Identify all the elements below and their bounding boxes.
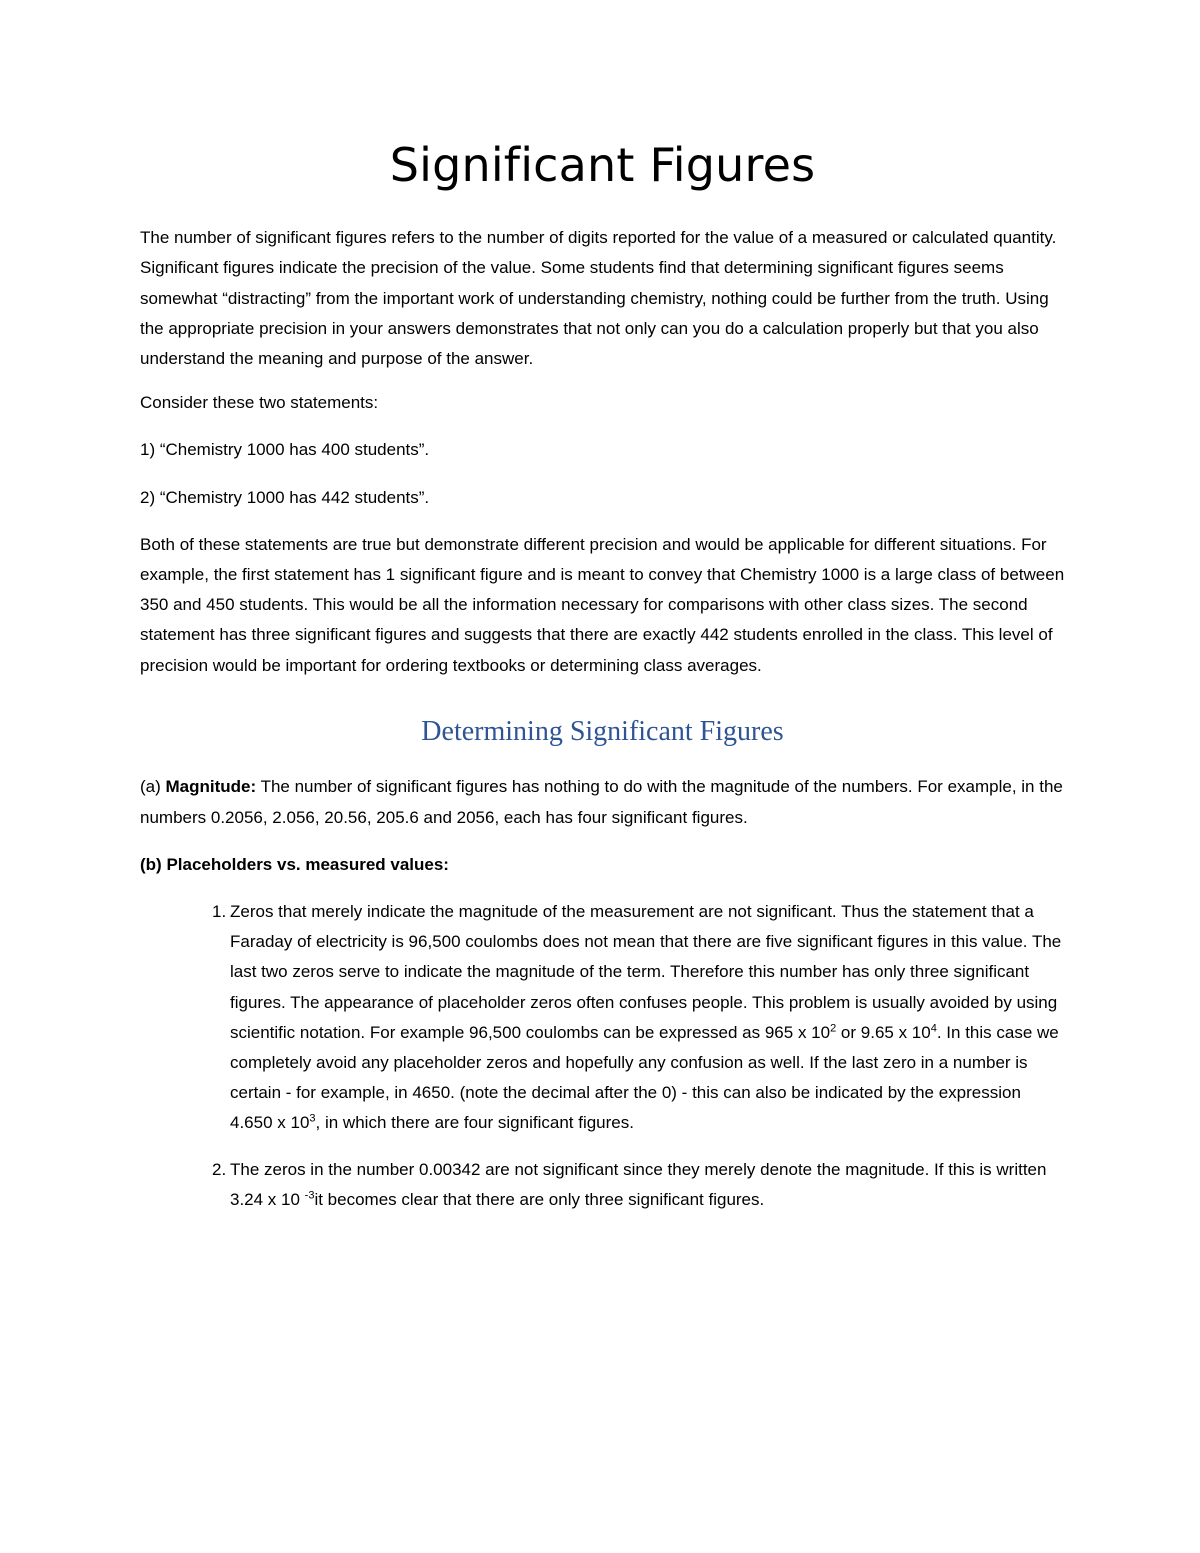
intro-paragraph: The number of significant figures refers to the number of digits reported for the value of a measured or calculated quantity. Significant figures indicate the precision of the value. Some students find that determining significant figures seems somewhat “distracting” from the important work of understanding chemistry, nothing could be further from the truth. Using the appropriate precision in your answers demonstrates that not only can you do a calculation properly but that you also understand the meaning and purpose of the answer. (140, 228, 1057, 368)
document-page (140, 138, 1065, 1231)
page-title: Significant Figures (389, 138, 816, 192)
item1-sup2: 4 (930, 1022, 937, 1035)
magnitude-label: (a) (140, 777, 166, 797)
magnitude-bold-label: Magnitude: (165, 777, 257, 797)
item2-text-part1: The zeros in the number 0.00342 are not significant since they merely denote the magnitude. If this is written 3.24 x 10 (230, 1159, 1047, 1209)
item1-text-part4: , in which there are four significant figures. (315, 1113, 634, 1133)
list-item (212, 897, 1065, 1139)
consider-paragraph: Consider these two statements: (140, 393, 379, 413)
placeholders-paragraph (140, 850, 1065, 880)
list-item-number: 2. (212, 1159, 227, 1179)
placeholders-bold-label: Placeholders vs. measured values: (166, 854, 449, 874)
section-heading: Determining Significant Figures (421, 715, 784, 747)
magnitude-text: The number of significant figures has nothing to do with the magnitude of the numbers. For example, in the numbers 0.2056, 2.056, 20.56, 205.6 and 2056, each has four significant figures. (140, 777, 1063, 827)
item1-text-part2: or 9.65 x 10 (836, 1022, 931, 1042)
item1-text-part3: . In this case we completely avoid any placeholder zeros and hopefully any confusion as well. If the last zero in a number is certain - for example, in 4650. (note the decimal after the 0) - this can also be indicated by the expression 4.650 x 10 (230, 1022, 1059, 1133)
item1-text-part1: Zeros that merely indicate the magnitude of the measurement are not significant. Thus the statement that a Faraday of electricity is 96,500 coulombs does not mean that there are five significant figures in this value. The last two zeros serve to indicate the magnitude of the term. Therefore this number has only three significant figures. The appearance of placeholder zeros often confuses people. This problem is usually avoided by using scientific notation. For example 96,500 coulombs can be expressed as 965 x 10 (230, 902, 1062, 1042)
statement-one: 1) “Chemistry 1000 has 400 students”. (140, 440, 430, 460)
item1-sup1: 2 (830, 1022, 837, 1035)
placeholder-rules-list (140, 897, 1065, 1215)
magnitude-paragraph (140, 772, 1065, 832)
item2-sup1: -3 (304, 1189, 315, 1202)
item2-text-part2: it becomes clear that there are only three significant figures. (314, 1189, 765, 1209)
item1-sup3: 3 (309, 1112, 316, 1125)
list-item-number: 1. (212, 902, 227, 922)
both-statements-paragraph: Both of these statements are true but demonstrate different precision and would be applicable for different situations. For example, the first statement has 1 significant figure and is meant to convey that Chemistry 1000 is a large class of between 350 and 450 students. This would be all the information necessary for comparisons with other class sizes. The second statement has three significant figures and suggests that there are exactly 442 students enrolled in the class. This level of precision would be important for ordering textbooks or determining class averages. (140, 534, 1065, 675)
list-item (212, 1155, 1065, 1215)
statement-two: 2) “Chemistry 1000 has 442 students”. (140, 487, 430, 507)
placeholders-label: (b) (140, 854, 167, 874)
